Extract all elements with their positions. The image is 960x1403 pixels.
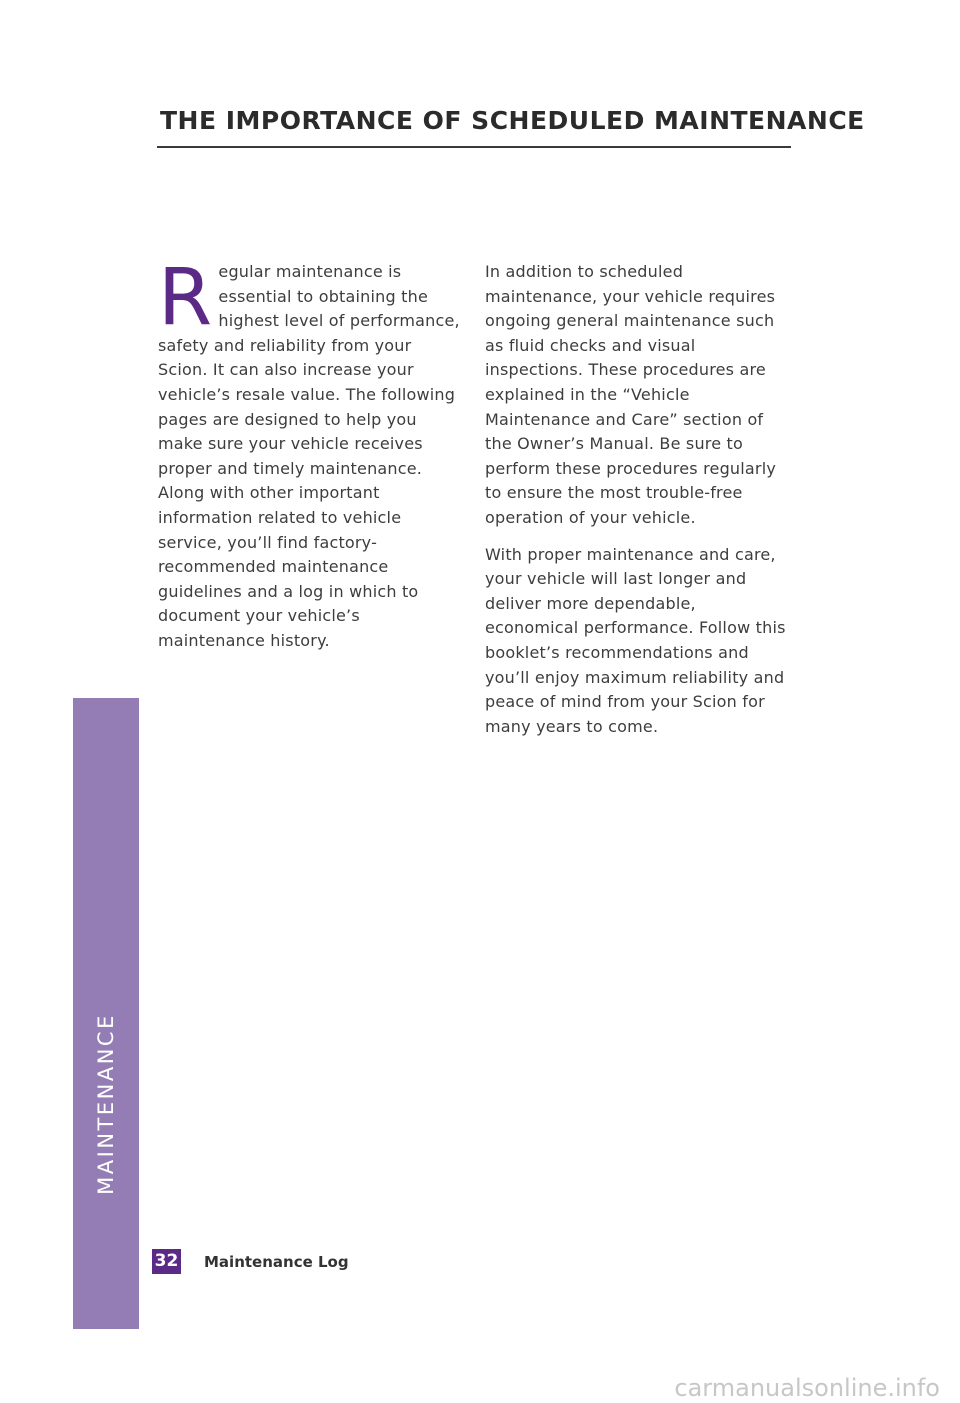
page-number-badge: 32 — [152, 1249, 181, 1274]
intro-paragraph — [158, 253, 464, 654]
right-column — [485, 260, 790, 751]
side-tab-label: MAINTENANCE — [94, 1013, 118, 1195]
body-paragraph: With proper maintenance and care, your vehicle will last longer and deliver more dependable, economical performance. Follow this booklet’s recommendations and you’ll enjoy maximum reliability and peace of mind from your Scion for many years to come. — [485, 544, 786, 736]
page-title: THE IMPORTANCE OF SCHEDULED MAINTENANCE — [160, 106, 865, 135]
footer-section-label: Maintenance Log — [204, 1253, 349, 1271]
watermark: carmanualsonline.info — [674, 1374, 940, 1402]
title-divider — [157, 146, 791, 148]
body-paragraph: In addition to scheduled maintenance, your vehicle requires ongoing general maintenance such as fluid checks and visual inspections. These procedures are explained in the “Vehicle Maintenance and Care” section of the Owner’s Manual. Be sure to perform these procedures regularly to ensure the most trouble-free operation of your vehicle. — [485, 262, 777, 527]
intro-paragraph-text: egular maintenance is essential to obtaining the highest level of performance, safety and reliability from your Scion. It can also increase your vehicle’s resale value. The following pages are designed to help you make sure your vehicle receives proper and timely maintenance. Along with other important information related to vehicle service, you’ll find factory-recommended maintenance guidelines and a log in which to document your vehicle’s maintenance history. — [158, 262, 460, 650]
drop-cap: R — [158, 253, 213, 343]
section-side-tab — [73, 698, 139, 1329]
side-tab-label-wrap — [73, 698, 139, 1329]
left-column — [158, 253, 464, 666]
